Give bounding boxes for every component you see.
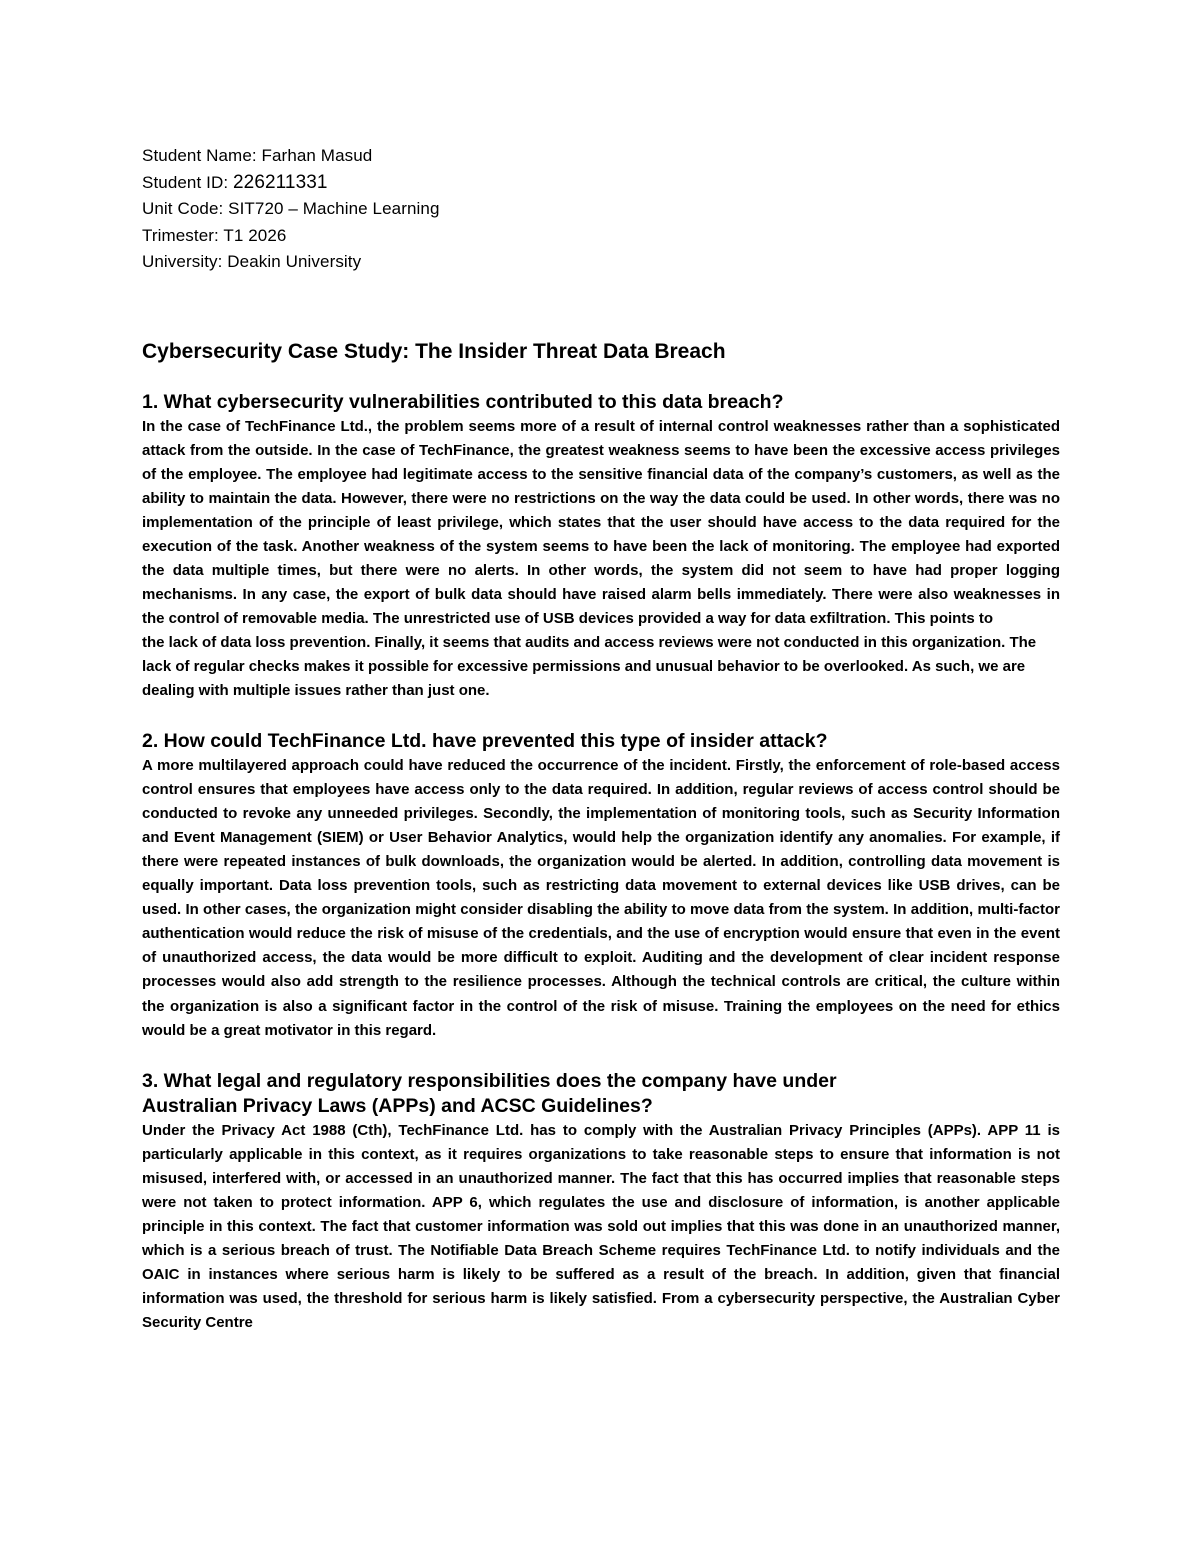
student-id-label: Student ID: <box>142 172 233 192</box>
question-2-heading-text: 2. How could TechFinance Ltd. have prevented this type of insider attack? <box>142 730 828 753</box>
question-3-heading-line-2: Australian Privacy Laws (APPs) and ACSC Guidelines? <box>142 1094 653 1117</box>
question-1-heading-text: 1. What cybersecurity vulnerabilities contributed to this data breach? <box>142 390 784 413</box>
student-id <box>142 170 1060 197</box>
question-1-answer-part-2: the lack of data loss prevention. Finally, it seems that audits and access reviews were not conducted in this organization. The lack of regular checks makes it possible for excessive permissions and unusual behavior to be overlooked. As such, we are dealing with multiple issues rather than just one. <box>142 633 1037 700</box>
student-id-value: 226211331 <box>232 171 328 193</box>
student-name: Student Name: Farhan Masud <box>142 146 373 165</box>
question-3-heading-line-1: 3. What legal and regulatory responsibilities does the company have under <box>142 1069 837 1092</box>
student-info <box>142 143 1060 276</box>
question-1-heading <box>142 390 1060 415</box>
unit-code: Unit Code: SIT720 – Machine Learning <box>142 199 440 218</box>
question-3-heading <box>142 1069 1060 1119</box>
question-2-heading <box>142 729 1060 754</box>
document-title: Cybersecurity Case Study: The Insider Threat Data Breach <box>142 339 726 363</box>
university: University: Deakin University <box>142 252 362 271</box>
question-2-answer: A more multilayered approach could have reduced the occurrence of the incident. Firstly, the enforcement of role-based access control ensures that employees have access only to the data required. In addition, regular reviews of access control should be conducted to revoke any unneeded privileges. Secondly, the implementation of monitoring tools, such as Security Information and Event Management (SIEM) or User Behavior Analytics, would help the organization identify any anomalies. For example, if there were repeated instances of bulk downloads, the organization would be alerted. In addition, controlling data movement is equally important. Data loss prevention tools, such as restricting data movement to external devices like USB drives, can be used. In other cases, the organization might consider disabling the ability to move data from the system. In addition, multi-factor authentication would reduce the risk of misuse of the credentials, and the use of encryption would ensure that even in the event of unauthorized access, the data would be more difficult to exploit. Auditing and the development of clear incident response processes would also add strength to the resilience processes. Although the technical controls are critical, the culture within the organization is also a significant factor in the control of the risk of misuse. Training the employees on the need for ethics would be a great motivator in this regard. <box>142 757 1060 1039</box>
trimester: Trimester: T1 2026 <box>142 225 287 245</box>
question-1-answer-part-1: In the case of TechFinance Ltd., the problem seems more of a result of internal control weaknesses rather than a sophisticated attack from the outside. In the case of TechFinance, the greatest weakness seems to have been the excessive access privileges of the employee. The employee had legitimate access to the sensitive financial data of the company’s customers, as well as the ability to maintain the data. However, there were no restrictions on the way the data could be used. In other words, there was no implementation of the principle of least privilege, which states that the user should have access to the data required for the execution of the task. Another weakness of the system seems to have been the lack of monitoring. The employee had exported the data multiple times, but there were no alerts. In other words, the system did not seem to have had proper logging mechanisms. In any case, the export of bulk data should have raised alarm bells immediately. There were also weaknesses in the control of removable media. The unrestricted use of USB devices provided a way for data exfiltration. This points to <box>142 417 1060 627</box>
document-page <box>142 143 1060 1335</box>
question-3-answer: Under the Privacy Act 1988 (Cth), TechFinance Ltd. has to comply with the Australian Privacy Principles (APPs). APP 11 is particularly applicable in this context, as it requires organizations to take reasonable steps to ensure that information is not misused, interfered with, or accessed in an unauthorized manner. The fact that this has occurred implies that reasonable steps were not taken to protect information. APP 6, which regulates the use and disclosure of information, is another applicable principle in this context. The fact that customer information was sold out implies that this was done in an unauthorized manner, which is a serious breach of trust. The Notifiable Data Breach Scheme requires TechFinance Ltd. to notify individuals and the OAIC in instances where serious harm is likely to be suffered as a result of the breach. In addition, given that financial information was used, the threshold for serious harm is likely satisfied. From a cybersecurity perspective, the Australian Cyber Security Centre <box>142 1121 1060 1331</box>
